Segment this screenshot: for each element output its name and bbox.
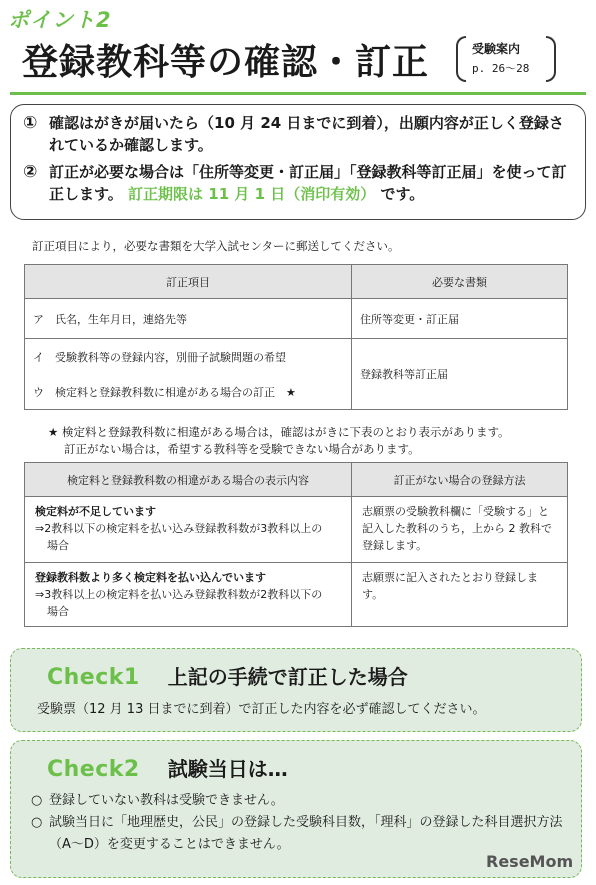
resemom-logo: ReseMom <box>486 852 574 871</box>
check-tag: Check2 <box>47 757 140 782</box>
table-cell-method: 志願票の受験教科欄に「受験する」と記入した教科のうち，上から 2 教科で登録します。 <box>352 497 568 563</box>
display-detail: ⇒2教科以下の検定料を払い込み登録教科数が3教科以上の <box>35 522 323 535</box>
summary-text-main: 訂正が必要な場合は「住所等変更・訂正届」「登録教科等訂正届」を使って訂正します。 <box>49 163 567 203</box>
check-text: 受験票（12 月 13 日までに到着）で訂正した内容を必ず確認してください。 <box>37 702 486 717</box>
bracket-right <box>546 36 556 82</box>
title-underline <box>10 92 586 95</box>
display-title: 検定料が不足しています <box>35 505 156 518</box>
table-header: 訂正がない場合の登録方法 <box>352 463 568 497</box>
display-detail: 場合 <box>47 539 69 552</box>
table-row <box>25 497 568 563</box>
summary-text <box>49 161 573 205</box>
table-cell-display <box>25 563 352 627</box>
check-title: 上記の手続で訂正した場合 <box>167 665 408 689</box>
table-header: 訂正項目 <box>25 265 352 299</box>
check1-box <box>10 648 582 732</box>
star-note <box>48 424 510 458</box>
summary-number: ① <box>23 113 38 133</box>
circle-bullet-icon: ○ <box>31 815 43 830</box>
reference-pages: p. 26〜28 <box>472 62 530 75</box>
reference-box <box>456 36 556 84</box>
table-row <box>25 563 568 627</box>
table-cell-item: イ 受験教科等の登録内容，別冊子試験問題の希望 <box>33 350 286 364</box>
table-cell-item: ア 氏名，生年月日，連絡先等 <box>25 299 352 339</box>
note-line: ★ 検定料と登録教科数に相違がある場合は，確認はがきに下表のとおり表示があります。 <box>48 425 510 439</box>
summary-box <box>10 104 586 220</box>
summary-item <box>23 161 573 205</box>
list-item-text: 試験当日に「地理歴史，公民」の登録した受験科目数，「理科」の登録した科目選択方法（A〜D）を変更することはできません。 <box>49 815 563 852</box>
deadline-highlight: 訂正期限は 11 月 1 日（消印有効） <box>128 185 376 203</box>
reference-title: 受験案内 <box>472 42 521 56</box>
table-cell-items <box>25 339 352 410</box>
check-header <box>11 741 581 782</box>
check-tag: Check1 <box>47 665 140 690</box>
note-line: 訂正がない場合は，希望する教科等を受験できない場合があります。 <box>64 442 420 456</box>
page-title: 登録教科等の確認・訂正 <box>22 42 430 83</box>
circle-bullet-icon: ○ <box>31 793 43 808</box>
table-header: 検定料と登録教科数の相違がある場合の表示内容 <box>25 463 352 497</box>
display-detail: ⇒3教科以上の検定料を払い込み登録教科数が2教科以下の <box>35 588 323 601</box>
table-cell-display <box>25 497 352 563</box>
check-title: 試験当日は… <box>167 757 288 781</box>
check-list <box>11 782 581 856</box>
intro-text: 訂正項目により，必要な書類を大学入試センターに郵送してください。 <box>32 239 400 253</box>
table-cell-item: ウ 検定料と登録教科数に相違がある場合の訂正 ★ <box>33 385 296 399</box>
bracket-left <box>456 36 466 82</box>
list-item <box>31 812 581 856</box>
point-label: ポイント2 <box>8 8 112 32</box>
table-cell-doc: 住所等変更・訂正届 <box>352 299 568 339</box>
summary-number: ② <box>23 162 38 182</box>
table-header: 必要な書類 <box>352 265 568 299</box>
display-detail: 場合 <box>47 605 69 618</box>
list-item-text: 登録していない教科は受験できません。 <box>49 793 284 808</box>
summary-item <box>23 112 573 156</box>
summary-text: 確認はがきが届いたら（10 月 24 日までに到着），出願内容が正しく登録されているか確認します。 <box>49 114 564 154</box>
summary-text-end: です。 <box>380 185 425 203</box>
table-cell-doc: 登録教科等訂正届 <box>352 339 568 410</box>
check-header <box>11 649 581 690</box>
table-row <box>25 339 568 410</box>
display-title: 登録教科数より多く検定料を払い込んでいます <box>35 571 266 584</box>
discrepancy-table <box>24 462 568 627</box>
table-cell-method: 志願票に記入されたとおり登録します。 <box>352 563 568 627</box>
list-item <box>31 790 581 812</box>
correction-items-table <box>24 264 568 410</box>
table-row <box>25 299 568 339</box>
